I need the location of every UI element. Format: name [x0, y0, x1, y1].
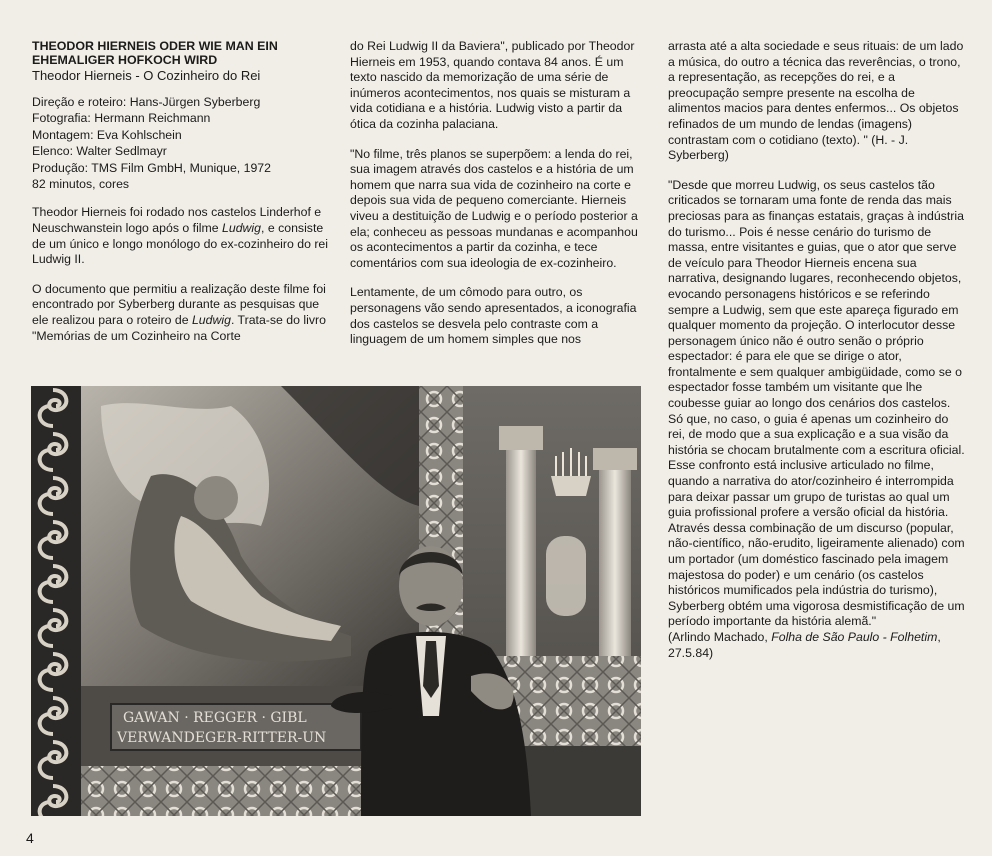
credit-photography: Fotografia: Hermann Reichmann [32, 111, 211, 126]
text-run: O documento que permitiu a realização deste filme foi encontrado por Syberberg durante as pesquisas que ele realizou para o roteiro de [32, 281, 326, 327]
page-number: 4 [26, 830, 34, 846]
credit-editing: Montagem: Eva Kohlschein [32, 127, 182, 142]
column-2 [350, 39, 646, 362]
paragraph [32, 282, 338, 344]
film-still-photo [31, 386, 641, 816]
credit-production: Produção: TMS Film GmbH, Munique, 1972 [32, 160, 271, 175]
paragraph [32, 205, 338, 267]
italic-title: Ludwig [222, 221, 261, 236]
paragraph: do Rei Ludwig II da Baviera", publicado por Theodor Hierneis em 1953, quando contava 84 anos. É um texto nascido da memorização de uma série de inúmeros acontecimentos, nos quais se misturam a vida cotidiana e a história. Ludwig visto a partir da ótica da cozinha palaciana. [350, 39, 635, 131]
article-title-line-1: THEODOR HIERNEIS ODER WIE MAN EIN [32, 39, 278, 53]
article-subtitle: Theodor Hierneis - O Cozinheiro do Rei [32, 68, 261, 83]
ornamental-border [31, 386, 81, 816]
text-run: "Desde que morreu Ludwig, os seus castelos tão criticados se tornaram uma fonte de renda das mais preciosas para as finanças estatais, graças à indústria do turismo... Pois é nesse cenário do turismo de massa, entre visitantes e guias, que o ator que serve de veículo para Theodor Hierneis encena sua narrativa, designando lugares, reconhecendo objetos, evocando personagens históricos e se referindo sempre a Ludwig, sem que este apareça figurado em qualquer momento da projeção. O interlocutor desse personagem único não é outro senão o próprio espectador: é para ele que se dirige o ator, frontalmente e sem qualquer ambigüidade, como se o espectador fosse também um visitante que lhe coubesse guiar ao longo dos cenários dos castelos. Só que, no caso, o guia é apenas um cozinheiro do rei, de modo que a sua explicação e a sua visão da história se chocam brutalmente com a escritura oficial. Esse confronto está inclusive articulado no filme, quando a narrativa do ator/cozinheiro é interrompida para deixar passar um grupo de turistas ao qual um guia profissional profere a versão oficial da história. Através dessa combinação de um discurso (popular, não-científico, não-erudito, ligeiramente alienado) com um portador (um doméstico fascinado pela imagem majestosa do poder) e um cenário (os castelos históricos mumificados pela indústria do turismo), Syberberg obtém uma vigorosa desmistificação de um período importante da história alemã." [668, 177, 965, 629]
column-3 [668, 39, 968, 675]
text-run: . Trata-se do livro "Memórias de um Cozinheiro na Corte [32, 313, 326, 343]
citation-date: , 27.5.84) [668, 629, 941, 660]
credit-cast: Elenco: Walter Sedlmayr [32, 144, 167, 159]
credit-duration: 82 minutos, cores [32, 177, 130, 192]
article-title [32, 39, 338, 67]
article-title-line-2: EHEMALIGER HOFKOCH WIRD [32, 53, 218, 67]
painting-inscription-line-2: VERWANDEGER-RITTER-UN [117, 730, 327, 746]
painting-inscription-line-1: GAWAN · REGGER · GIBL [123, 710, 307, 726]
text-run: , e consiste de um único e longo monólogo do ex-cozinheiro do rei Ludwig II. [32, 221, 328, 267]
credits-block [32, 94, 338, 192]
credit-direction: Direção e roteiro: Hans-Jürgen Syberberg [32, 95, 261, 109]
italic-title: Ludwig [191, 313, 231, 327]
photo-illustration [31, 386, 641, 816]
text-run: Theodor Hierneis foi rodado nos castelos Linderhof e Neuschwanstein logo após o filme [32, 205, 322, 236]
column-1 [32, 39, 338, 358]
paragraph [668, 178, 968, 661]
paragraph: arrasta até a alta sociedade e seus rituais: de um lado a música, do outro a técnica das reverências, o trono, a representação, as recepções do rei, e a preocupação sempre presente na escolha de alimentos macios para dentes enfermos... Os objetos refinados de um mundo de lendas (imagens) contrastam com o cotidiano (texto). " (H. - J. Syberberg) [668, 39, 964, 163]
paragraph: Lentamente, de um cômodo para outro, os personagens vão sendo apresentados, a iconografia dos castelos se desvela pelo contraste com a linguagem de um homem simples que nos [350, 285, 637, 347]
citation: (Arlindo Machado, [668, 629, 772, 644]
paragraph: "No filme, três planos se superpõem: a lenda do rei, sua imagem através dos castelos e a história de um homem que narra sua vida de cozinheiro na corte e depois sua vida de pequeno comerciante. Hierneis viveu a destituição de Ludwig e o período posterior a ela; conheceu as pessoas mundanas e acompanhou os acontecimentos a partir da cozinha, e tece comentários com sua ideologia de ex-cozinheiro. [350, 146, 638, 270]
citation-source: Folha de São Paulo - Folhetim [771, 629, 938, 644]
